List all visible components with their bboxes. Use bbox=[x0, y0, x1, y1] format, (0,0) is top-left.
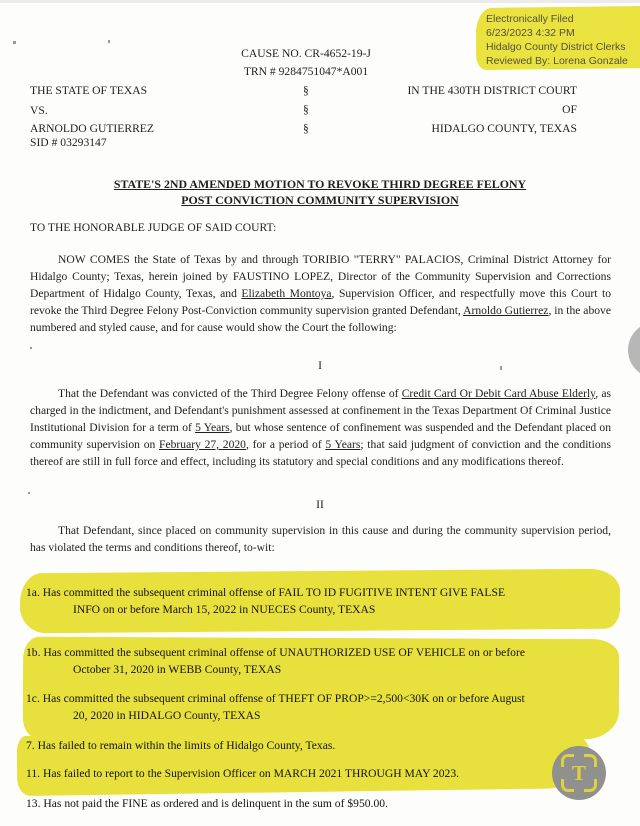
scan-speck bbox=[108, 40, 110, 43]
violation-item-1b bbox=[26, 644, 620, 678]
scan-speck bbox=[500, 366, 502, 370]
court-county: HIDALGO COUNTY, TEXAS bbox=[431, 122, 577, 135]
violation-number: 13. bbox=[26, 797, 41, 810]
stamp-line-clerk: Hidalgo County District Clerks bbox=[486, 41, 626, 53]
section-symbol-column bbox=[303, 84, 309, 141]
party-left-column bbox=[30, 84, 154, 149]
violation-number: 7. bbox=[26, 739, 35, 752]
section-marker-2: II bbox=[316, 498, 324, 511]
party-vs: VS. bbox=[30, 104, 48, 117]
cause-number: CAUSE NO. CR-4652-19-J bbox=[241, 47, 371, 60]
violation-text: Has failed to report to the Supervision Officer on MARCH 2021 THROUGH MAY 2023. bbox=[42, 767, 460, 780]
watermark-letter: T bbox=[571, 760, 586, 785]
violation-intro-paragraph: That Defendant, since placed on community supervision in this cause and during the community supervision period, has violated the terms and conditions thereof, to-wit: bbox=[30, 524, 611, 554]
section-symbol: § bbox=[303, 84, 309, 97]
caption-block bbox=[0, 45, 612, 81]
section-symbol: § bbox=[303, 103, 309, 116]
violation-text-continued: 20, 2020 in HIDALGO County, TEXAS bbox=[73, 709, 261, 722]
violation-text: Has committed the subsequent criminal offense of FAIL TO ID FUGITIVE INTENT GIVE FALSE bbox=[42, 586, 506, 599]
party-defendant: ARNOLDO GUTIERREZ bbox=[30, 122, 154, 135]
violation-number: 1c. bbox=[26, 692, 40, 705]
motion-title-line2: POST CONVICTION COMMUNITY SUPERVISION bbox=[181, 193, 459, 207]
court-right-column bbox=[383, 84, 577, 141]
violation-text: Has not paid the FINE as ordered and is delinquent in the sum of $950.00. bbox=[43, 797, 388, 810]
violation-number: 1a. bbox=[26, 586, 40, 599]
violation-number: 11. bbox=[26, 767, 41, 780]
section-marker-1: I bbox=[318, 359, 322, 372]
violation-text-continued: INFO on or before March 15, 2022 in NUECES County, TEXAS bbox=[73, 603, 376, 616]
stamp-line-reviewer: Reviewed By: Lorena Gonzale bbox=[486, 55, 628, 67]
violation-text: Has failed to remain within the limits of Hidalgo County, Texas. bbox=[37, 739, 336, 752]
violation-text-continued: October 31, 2020 in WEBB County, TEXAS bbox=[73, 663, 282, 676]
violation-number: 1b. bbox=[26, 646, 41, 659]
conviction-paragraph: That the Defendant was convicted of the Third Degree Felony offense of Credit Card Or Debit Card Abuse Elderly, as charged in the indictment, and Defendant's punishment assessed at confinement in the Texas Department Of Criminal Justice Institutional Division for a term of 5 Years, but whose sentence of confinement was suspended and the Defendant placed on community supervision on February 27, 2020, for a period of 5 Years; that said judgment of conviction and the conditions thereof are still in full force and effect, including its statutory and special conditions and any modifications thereof. bbox=[30, 387, 611, 468]
motion-title bbox=[0, 176, 640, 208]
violation-item-1a bbox=[26, 584, 620, 618]
violation-item-7 bbox=[26, 737, 620, 754]
scan-speck bbox=[30, 347, 32, 349]
intro-paragraph: NOW COMES the State of Texas by and through TORIBIO "TERRY" PALACIOS, Criminal District Attorney for Hidalgo County; Texas, herein joined by FAUSTINO LOPEZ, Director of the Community Supervision and Corrections Department of Hidalgo County, Texas, and Elizabeth Montoya, Supervision Officer, and respectfully move this Court to revoke the Third Degree Felony Post-Conviction community supervision granted Defendant, Arnoldo Gutierrez, in the above numbered and styled cause, and for cause would show the Court the following: bbox=[30, 253, 611, 334]
trn-number: TRN # 9284751047*A001 bbox=[243, 65, 369, 78]
violation-text: Has committed the subsequent criminal offense of THEFT OF PROP>=2,500<30K on or before August bbox=[42, 692, 525, 705]
motion-title-line1: STATE'S 2ND AMENDED MOTION TO REVOKE THIRD DEGREE FELONY bbox=[113, 177, 527, 191]
section-symbol: § bbox=[303, 122, 309, 135]
scan-speck bbox=[28, 492, 30, 494]
court-of: OF bbox=[562, 103, 577, 116]
scan-speck bbox=[13, 41, 16, 44]
scan-edge-strip bbox=[0, 0, 640, 3]
violation-text: Has committed the subsequent criminal offense of UNAUTHORIZED USE OF VEHICLE on or before bbox=[43, 646, 525, 659]
violation-item-13 bbox=[26, 795, 620, 812]
violation-item-1c bbox=[26, 690, 620, 724]
party-sid: SID # 03293147 bbox=[30, 136, 107, 149]
violation-item-11 bbox=[26, 765, 620, 782]
party-state: THE STATE OF TEXAS bbox=[30, 84, 148, 97]
salutation: TO THE HONORABLE JUDGE OF SAID COURT: bbox=[30, 221, 277, 234]
stamp-line-datetime: 6/23/2023 4:32 PM bbox=[486, 27, 575, 39]
stamp-line-filed: Electronically Filed bbox=[486, 13, 574, 25]
court-name: IN THE 430TH DISTRICT COURT bbox=[407, 84, 577, 97]
text-scanner-watermark-icon bbox=[552, 746, 606, 800]
